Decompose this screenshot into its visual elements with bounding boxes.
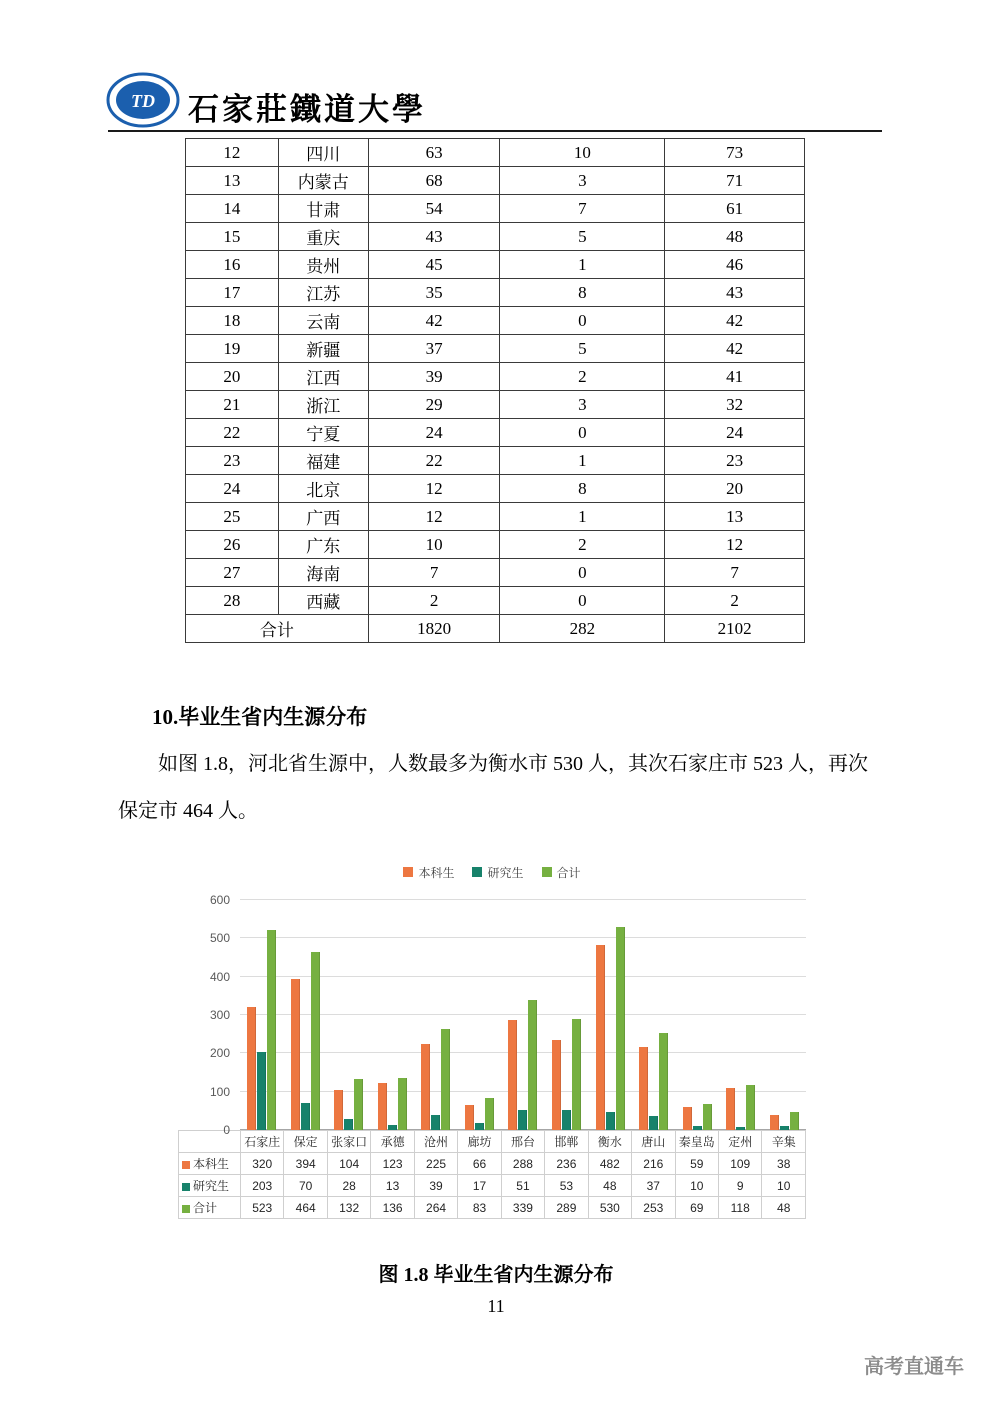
chart-value-cell: 109: [718, 1153, 761, 1175]
chart-value-cell: 264: [414, 1197, 457, 1219]
y-tick-label: 100: [209, 1084, 230, 1099]
chart-value-cell: 216: [632, 1153, 675, 1175]
table-cell: 5: [500, 335, 665, 363]
table-cell: 54: [368, 195, 500, 223]
chart-series-label: 合计: [193, 1201, 218, 1215]
table-cell: 28: [186, 587, 279, 615]
table-total-label: 合计: [186, 615, 369, 643]
table-cell: 1: [500, 447, 665, 475]
bar-合计: [311, 952, 320, 1130]
table-cell: 2: [368, 587, 500, 615]
table-cell: 7: [368, 559, 500, 587]
chart-table-corner-cell: [179, 1131, 241, 1153]
table-cell: 广西: [278, 503, 368, 531]
header-divider: [108, 130, 882, 132]
table-cell: 3: [500, 391, 665, 419]
chart-series-label-cell: [179, 1197, 241, 1219]
chart-category-cell: 唐山: [632, 1131, 675, 1153]
chart-category-cell: 廊坊: [458, 1131, 501, 1153]
table-cell: 云南: [278, 307, 368, 335]
watermark: 高考直通车: [864, 1356, 964, 1378]
table-cell: 7: [500, 195, 665, 223]
chart-series-label: 研究生: [193, 1179, 230, 1193]
table-cell: 福建: [278, 447, 368, 475]
chart-value-cell: 48: [588, 1175, 631, 1197]
legend-label: 本科生: [418, 865, 455, 880]
chart-value-cell: 66: [458, 1153, 501, 1175]
table-cell: 73: [665, 139, 805, 167]
chart-value-cell: 69: [675, 1197, 718, 1219]
table-cell: 71: [665, 167, 805, 195]
legend-swatch: [403, 867, 413, 877]
bar-研究生: [431, 1115, 440, 1130]
bar-研究生: [257, 1052, 266, 1130]
bar-合计: [528, 1000, 537, 1130]
table-cell: 2102: [665, 615, 805, 643]
table-row: [186, 531, 805, 559]
legend-label: 合计: [556, 865, 581, 880]
chart-value-cell: 132: [327, 1197, 370, 1219]
table-cell: 重庆: [278, 223, 368, 251]
page-number: 11: [487, 1296, 505, 1316]
bar-本科生: [770, 1115, 779, 1130]
table-cell: 41: [665, 363, 805, 391]
bar-研究生: [693, 1126, 702, 1130]
table-cell: 35: [368, 279, 500, 307]
bar-group: [632, 900, 676, 1130]
chart-category-cell: 沧州: [414, 1131, 457, 1153]
table-cell: 内蒙古: [278, 167, 368, 195]
y-tick-label: 0: [223, 1123, 230, 1137]
province-table-body: [186, 139, 805, 643]
table-cell: 15: [186, 223, 279, 251]
bar-合计: [485, 1098, 494, 1130]
table-row: [186, 139, 805, 167]
table-cell: 26: [186, 531, 279, 559]
table-cell: 42: [368, 307, 500, 335]
table-cell: 2: [500, 363, 665, 391]
table-row: [186, 307, 805, 335]
table-row: [186, 587, 805, 615]
bar-研究生: [388, 1125, 397, 1130]
chart-value-cell: 38: [762, 1153, 806, 1175]
table-cell: 17: [186, 279, 279, 307]
chart-value-cell: 482: [588, 1153, 631, 1175]
legend-label: 研究生: [487, 865, 524, 880]
chart-data-table: [178, 1130, 806, 1219]
bar-本科生: [683, 1107, 692, 1130]
y-tick-label: 200: [209, 1046, 230, 1061]
chart-value-cell: 236: [545, 1153, 588, 1175]
table-cell: 14: [186, 195, 279, 223]
bar-合计: [659, 1033, 668, 1130]
bar-研究生: [475, 1123, 484, 1130]
bar-group: [588, 900, 632, 1130]
series-swatch-icon: [182, 1205, 190, 1213]
chart-category-cell: 衡水: [588, 1131, 631, 1153]
table-cell: 1820: [368, 615, 500, 643]
bar-group: [458, 900, 502, 1130]
province-table: [185, 138, 805, 643]
table-cell: 20: [665, 475, 805, 503]
table-total-row: [186, 615, 805, 643]
chart-table-body: [179, 1131, 806, 1219]
body-paragraph: 如图 1.8，河北省生源中，人数最多为衡水市 530 人，其次石家庄市 523 人，再次保定市 464 人。: [118, 753, 868, 822]
table-cell: 海南: [278, 559, 368, 587]
university-logo-icon: [106, 72, 180, 132]
table-cell: 2: [500, 531, 665, 559]
table-cell: 18: [186, 307, 279, 335]
series-swatch-icon: [182, 1183, 190, 1191]
bar-本科生: [421, 1044, 430, 1130]
table-cell: 21: [186, 391, 279, 419]
table-cell: 新疆: [278, 335, 368, 363]
chart-category-cell: 邯郸: [545, 1131, 588, 1153]
table-cell: 宁夏: [278, 419, 368, 447]
y-axis: [178, 893, 240, 1137]
table-row: [186, 475, 805, 503]
table-cell: 江西: [278, 363, 368, 391]
bar-合计: [746, 1085, 755, 1130]
chart-value-cell: 9: [718, 1175, 761, 1197]
bar-研究生: [606, 1112, 615, 1130]
chart-category-cell: 承德: [371, 1131, 414, 1153]
table-row: [186, 363, 805, 391]
table-cell: 27: [186, 559, 279, 587]
chart-figure: [178, 864, 806, 1219]
table-row: [186, 279, 805, 307]
bar-合计: [354, 1079, 363, 1130]
table-cell: 江苏: [278, 279, 368, 307]
bar-group: [240, 900, 284, 1130]
y-tick-label: 400: [209, 969, 230, 984]
chart-series-label-cell: [179, 1153, 241, 1175]
chart-value-cell: 118: [718, 1197, 761, 1219]
legend-item: [542, 864, 581, 881]
chart-legend: [178, 864, 806, 880]
table-cell: 0: [500, 307, 665, 335]
bar-group: [501, 900, 545, 1130]
bar-研究生: [736, 1127, 745, 1130]
table-cell: 29: [368, 391, 500, 419]
chart-series-label-cell: [179, 1175, 241, 1197]
table-cell: 61: [665, 195, 805, 223]
chart-body: [178, 893, 806, 1137]
chart-value-cell: 70: [284, 1175, 327, 1197]
bar-研究生: [562, 1110, 571, 1130]
chart-value-cell: 10: [675, 1175, 718, 1197]
series-swatch-icon: [182, 1161, 190, 1169]
table-cell: 32: [665, 391, 805, 419]
table-cell: 19: [186, 335, 279, 363]
chart-value-cell: 320: [241, 1153, 284, 1175]
y-tick-label: 300: [209, 1008, 230, 1022]
table-cell: 浙江: [278, 391, 368, 419]
chart-value-cell: 523: [241, 1197, 284, 1219]
table-cell: 20: [186, 363, 279, 391]
chart-value-cell: 48: [762, 1197, 806, 1219]
chart-value-cell: 13: [371, 1175, 414, 1197]
chart-value-cell: 464: [284, 1197, 327, 1219]
chart-value-cell: 39: [414, 1175, 457, 1197]
legend-item: [403, 864, 454, 881]
chart-value-cell: 37: [632, 1175, 675, 1197]
table-cell: 贵州: [278, 251, 368, 279]
y-tick-label: 500: [209, 931, 230, 946]
table-cell: 42: [665, 307, 805, 335]
table-cell: 0: [500, 587, 665, 615]
plot-area: [240, 900, 806, 1130]
legend-item: [472, 864, 523, 881]
table-cell: 45: [368, 251, 500, 279]
chart-value-cell: 225: [414, 1153, 457, 1175]
chart-value-cell: 394: [284, 1153, 327, 1175]
y-tick-label: 600: [209, 893, 230, 907]
bar-合计: [398, 1078, 407, 1130]
table-row: [186, 223, 805, 251]
chart-value-cell: 288: [501, 1153, 544, 1175]
table-cell: 43: [368, 223, 500, 251]
bar-研究生: [301, 1103, 310, 1130]
bar-本科生: [334, 1090, 343, 1130]
table-cell: 广东: [278, 531, 368, 559]
table-cell: 8: [500, 475, 665, 503]
bar-研究生: [780, 1126, 789, 1130]
bar-本科生: [247, 1007, 256, 1130]
table-cell: 42: [665, 335, 805, 363]
bar-研究生: [518, 1110, 527, 1130]
legend-swatch: [472, 867, 482, 877]
table-row: [186, 447, 805, 475]
chart-value-cell: 339: [501, 1197, 544, 1219]
table-cell: 22: [186, 419, 279, 447]
bar-合计: [703, 1104, 712, 1130]
bar-group: [327, 900, 371, 1130]
bar-研究生: [344, 1119, 353, 1130]
table-cell: 12: [186, 139, 279, 167]
chart-category-cell: 邢台: [501, 1131, 544, 1153]
chart-value-cell: 104: [327, 1153, 370, 1175]
chart-value-cell: 83: [458, 1197, 501, 1219]
university-logo: [106, 72, 180, 132]
bar-本科生: [465, 1105, 474, 1130]
chart-value-cell: 136: [371, 1197, 414, 1219]
table-row: [186, 335, 805, 363]
university-name: 石家莊鐵道大學: [188, 92, 426, 127]
table-cell: 西藏: [278, 587, 368, 615]
figure-caption: 图 1.8 毕业生省内生源分布: [378, 1264, 614, 1286]
table-cell: 1: [500, 251, 665, 279]
bar-本科生: [639, 1047, 648, 1130]
table-cell: 68: [368, 167, 500, 195]
chart-category-cell: 石家庄: [241, 1131, 284, 1153]
bar-合计: [616, 927, 625, 1130]
chart-category-cell: 张家口: [327, 1131, 370, 1153]
table-cell: 39: [368, 363, 500, 391]
bar-本科生: [726, 1088, 735, 1130]
bar-group: [414, 900, 458, 1130]
table-cell: 2: [665, 587, 805, 615]
table-cell: 24: [368, 419, 500, 447]
svg-text:TD: TD: [131, 91, 155, 111]
chart-category-cell: 辛集: [762, 1131, 806, 1153]
table-cell: 46: [665, 251, 805, 279]
chart-value-cell: 17: [458, 1175, 501, 1197]
chart-table-row: [179, 1197, 806, 1219]
bar-group: [675, 900, 719, 1130]
chart-value-cell: 59: [675, 1153, 718, 1175]
chart-value-cell: 51: [501, 1175, 544, 1197]
table-cell: 23: [665, 447, 805, 475]
bar-group: [371, 900, 415, 1130]
table-cell: 48: [665, 223, 805, 251]
table-row: [186, 503, 805, 531]
table-cell: 12: [665, 531, 805, 559]
bar-合计: [790, 1112, 799, 1130]
legend-swatch: [542, 867, 552, 877]
table-cell: 0: [500, 559, 665, 587]
table-row: [186, 391, 805, 419]
chart-value-cell: 530: [588, 1197, 631, 1219]
table-cell: 13: [186, 167, 279, 195]
table-row: [186, 167, 805, 195]
table-cell: 1: [500, 503, 665, 531]
bar-本科生: [378, 1083, 387, 1130]
table-cell: 63: [368, 139, 500, 167]
table-cell: 37: [368, 335, 500, 363]
bar-group: [719, 900, 763, 1130]
chart-table-row: [179, 1153, 806, 1175]
table-row: [186, 251, 805, 279]
bar-group: [284, 900, 328, 1130]
chart-value-cell: 203: [241, 1175, 284, 1197]
table-cell: 3: [500, 167, 665, 195]
table-cell: 7: [665, 559, 805, 587]
chart-category-cell: 秦皇岛: [675, 1131, 718, 1153]
table-cell: 北京: [278, 475, 368, 503]
table-cell: 24: [186, 475, 279, 503]
chart-value-cell: 28: [327, 1175, 370, 1197]
table-row: [186, 195, 805, 223]
chart-category-cell: 定州: [718, 1131, 761, 1153]
table-cell: 5: [500, 223, 665, 251]
chart-value-cell: 53: [545, 1175, 588, 1197]
table-cell: 12: [368, 475, 500, 503]
table-cell: 25: [186, 503, 279, 531]
table-cell: 8: [500, 279, 665, 307]
table-row: [186, 419, 805, 447]
bar-合计: [441, 1029, 450, 1130]
bar-本科生: [508, 1020, 517, 1130]
bar-本科生: [552, 1040, 561, 1130]
table-cell: 24: [665, 419, 805, 447]
table-row: [186, 559, 805, 587]
section-heading: 10.毕业生省内生源分布: [152, 705, 368, 729]
table-cell: 0: [500, 419, 665, 447]
chart-series-label: 本科生: [193, 1157, 230, 1171]
table-cell: 22: [368, 447, 500, 475]
bar-合计: [267, 930, 276, 1130]
table-cell: 282: [500, 615, 665, 643]
table-cell: 12: [368, 503, 500, 531]
bar-研究生: [649, 1116, 658, 1130]
table-cell: 23: [186, 447, 279, 475]
table-cell: 四川: [278, 139, 368, 167]
bar-本科生: [596, 945, 605, 1130]
table-cell: 10: [500, 139, 665, 167]
bar-group: [545, 900, 589, 1130]
table-cell: 10: [368, 531, 500, 559]
table-cell: 16: [186, 251, 279, 279]
chart-table-header-row: [179, 1131, 806, 1153]
bar-合计: [572, 1019, 581, 1130]
table-cell: 甘肃: [278, 195, 368, 223]
chart-category-cell: 保定: [284, 1131, 327, 1153]
table-cell: 13: [665, 503, 805, 531]
bar-本科生: [291, 979, 300, 1130]
table-cell: 43: [665, 279, 805, 307]
chart-value-cell: 253: [632, 1197, 675, 1219]
chart-table-row: [179, 1175, 806, 1197]
chart-value-cell: 289: [545, 1197, 588, 1219]
bar-group: [762, 900, 806, 1130]
chart-value-cell: 10: [762, 1175, 806, 1197]
chart-value-cell: 123: [371, 1153, 414, 1175]
